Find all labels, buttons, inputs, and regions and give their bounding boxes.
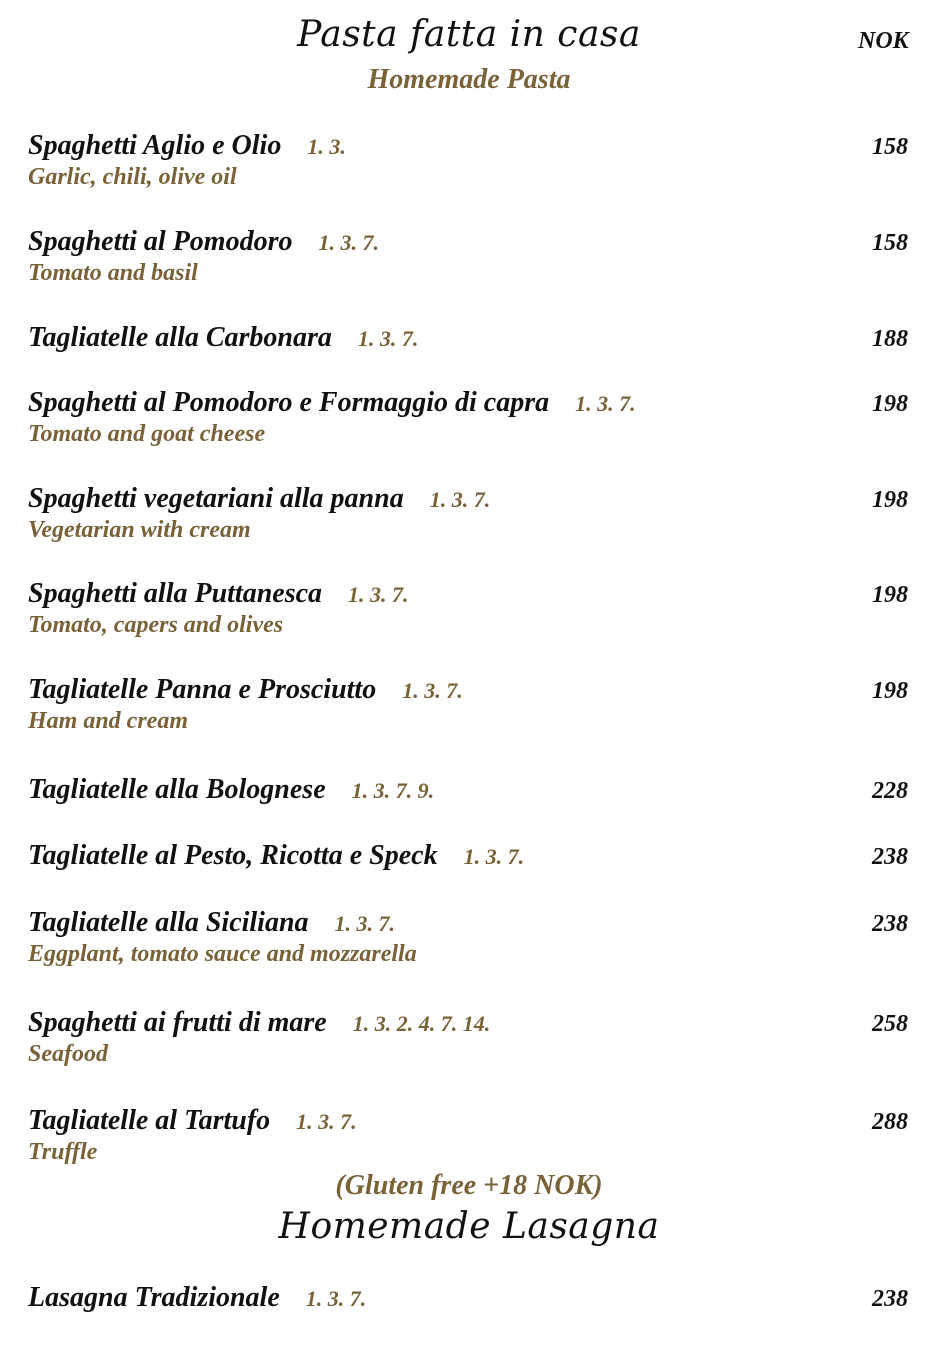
section-subtitle: Homemade Pasta xyxy=(367,64,571,95)
menu-item-price: 198 xyxy=(872,487,908,513)
menu-item-name: Lasagna Tradizionale xyxy=(28,1282,280,1313)
menu-item xyxy=(28,1105,908,1166)
menu-item xyxy=(28,322,908,356)
menu-item xyxy=(28,1007,908,1068)
menu-item-name: Spaghetti vegetariani alla panna xyxy=(28,483,404,514)
menu-item-description: Tomato, capers and olives xyxy=(28,612,284,638)
menu-item-allergens: 1. 3. 7. 9. xyxy=(351,778,435,803)
menu-item-allergens: 1. 3. 7. xyxy=(463,844,525,869)
menu-item-description: Eggplant, tomato sauce and mozzarella xyxy=(28,941,417,967)
menu-item-description: Tomato and basil xyxy=(28,260,198,286)
menu-item-allergens: 1. 3. 7. xyxy=(357,326,419,351)
menu-item-description: Ham and cream xyxy=(28,708,188,734)
menu-item-allergens: 1. 3. 7. xyxy=(296,1109,357,1134)
menu-item xyxy=(28,840,908,874)
menu-item-name: Tagliatelle alla Siciliana xyxy=(28,907,309,938)
menu-item-allergens: 1. 3. 7. xyxy=(305,1286,367,1311)
menu-item xyxy=(28,387,908,448)
menu-item-description: Garlic, chili, olive oil xyxy=(28,164,237,190)
menu-item-name: Tagliatelle al Pesto, Ricotta e Speck xyxy=(28,840,438,871)
menu-item-allergens: 1. 3. 2. 4. 7. 14. xyxy=(352,1011,491,1036)
menu-item-description: Seafood xyxy=(28,1041,108,1067)
section-title: Pasta fatta in casa xyxy=(297,14,641,55)
menu-item-name: Tagliatelle al Tartufo xyxy=(28,1105,271,1136)
menu-item-name: Spaghetti al Pomodoro xyxy=(28,226,293,257)
menu-item-price: 228 xyxy=(872,778,908,804)
menu-item xyxy=(28,774,908,808)
menu-item-price: 198 xyxy=(872,678,908,704)
menu-item-name: Tagliatelle alla Carbonara xyxy=(28,322,332,353)
menu-item-allergens: 1. 3. 7. xyxy=(402,678,463,703)
menu-item xyxy=(28,1282,908,1316)
menu-item-description: Vegetarian with cream xyxy=(28,517,251,543)
menu-item-price: 158 xyxy=(872,230,908,256)
menu-item-name: Tagliatelle alla Bolognese xyxy=(28,774,326,805)
menu-item xyxy=(28,226,908,287)
menu-item-price: 288 xyxy=(872,1109,908,1135)
menu-item-allergens: 1. 3. xyxy=(307,134,346,159)
menu-item-price: 198 xyxy=(872,582,908,608)
menu-item-price: 198 xyxy=(872,391,908,417)
menu-item-price: 258 xyxy=(872,1011,908,1037)
menu-item-allergens: 1. 3. 7. xyxy=(334,911,396,936)
menu-item xyxy=(28,578,908,639)
menu-item-description: Tomato and goat cheese xyxy=(28,421,266,447)
menu-item-allergens: 1. 3. 7. xyxy=(575,391,636,416)
menu-item-price: 238 xyxy=(872,1286,908,1312)
gluten-free-note: (Gluten free +18 NOK) xyxy=(335,1170,603,1201)
lasagna-section-title: Homemade Lasagna xyxy=(278,1206,660,1247)
menu-item xyxy=(28,907,908,968)
menu-item-description: Truffle xyxy=(28,1139,98,1165)
menu-item-price: 238 xyxy=(872,844,908,870)
menu-item-price: 188 xyxy=(872,326,908,352)
menu-item-name: Tagliatelle Panna e Prosciutto xyxy=(28,674,377,705)
currency-label: NOK xyxy=(858,28,909,54)
menu-item-name: Spaghetti alla Puttanesca xyxy=(28,578,323,609)
menu-item-name: Spaghetti Aglio e Olio xyxy=(28,130,282,161)
menu-item-allergens: 1. 3. 7. xyxy=(429,487,491,512)
menu-item xyxy=(28,674,908,735)
menu-item-name: Spaghetti ai frutti di mare xyxy=(28,1007,327,1038)
menu-item-allergens: 1. 3. 7. xyxy=(318,230,379,255)
menu-item-name: Spaghetti al Pomodoro e Formaggio di capra xyxy=(28,387,550,418)
menu-item-allergens: 1. 3. 7. xyxy=(348,582,409,607)
menu-item xyxy=(28,483,908,544)
menu-item-price: 158 xyxy=(872,134,908,160)
menu-item xyxy=(28,130,908,191)
menu-item-price: 238 xyxy=(872,911,908,937)
